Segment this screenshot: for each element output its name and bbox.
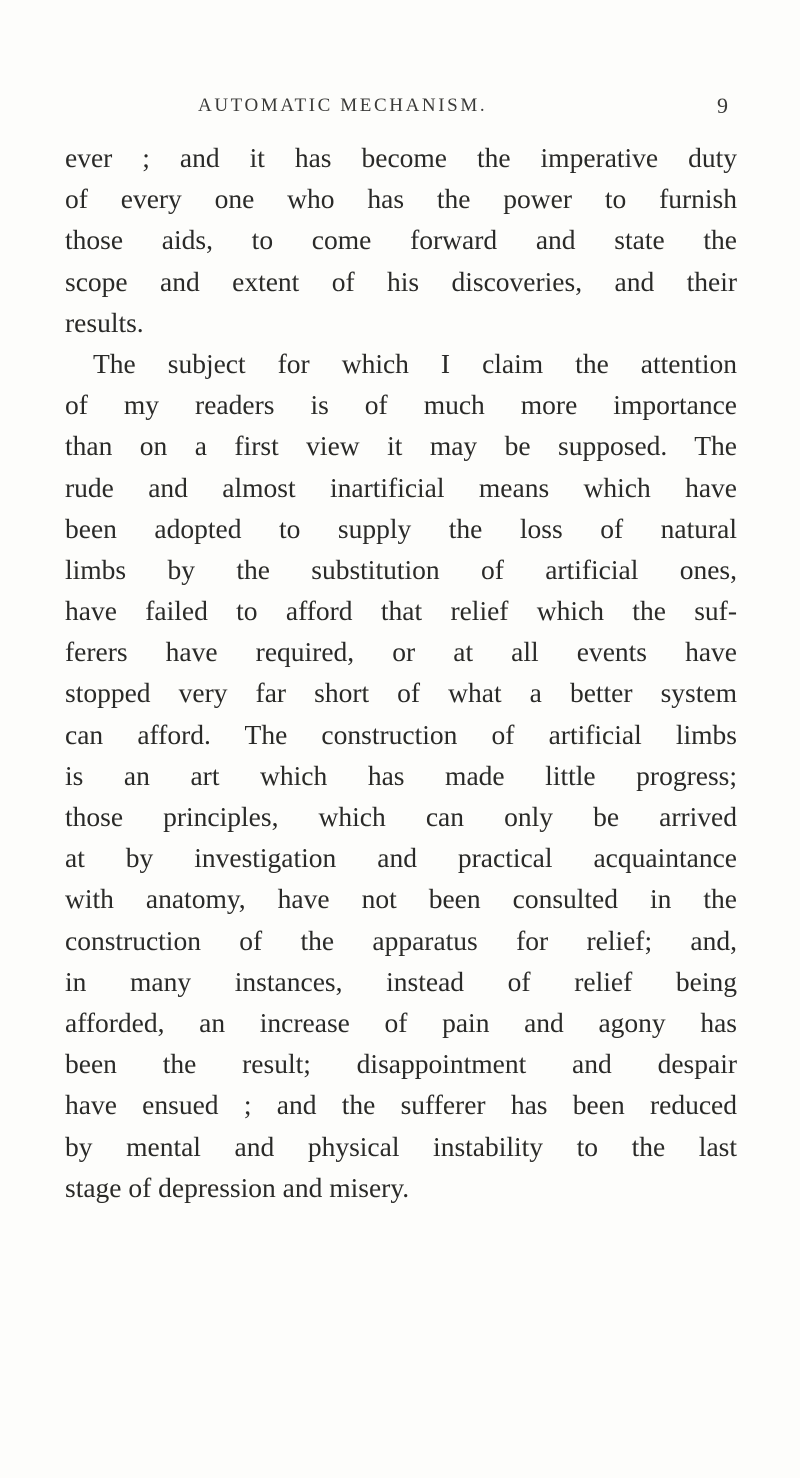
text-line: in many instances, instead of relief being (65, 965, 737, 997)
text-line: The subject for which I claim the attention (93, 347, 737, 379)
text-line: limbs by the substitution of artificial ones, (65, 553, 737, 585)
text-line: scope and extent of his discoveries, and their (65, 265, 737, 297)
text-line: been the result; disappointment and despair (65, 1048, 737, 1080)
body-text (65, 137, 737, 1208)
text-line: ferers have required, or at all events have (65, 636, 737, 668)
text-line: stopped very far short of what a better system (65, 677, 737, 709)
text-line: is an art which has made little progress; (65, 759, 737, 791)
text-line: have ensued ; and the sufferer has been reduced (65, 1089, 737, 1121)
text-line: been adopted to supply the loss of natural (65, 512, 737, 544)
text-line: with anatomy, have not been consulted in the (65, 883, 737, 915)
text-line: afforded, an increase of pain and agony has (65, 1006, 737, 1038)
page-number: 9 (717, 93, 728, 118)
text-line: at by investigation and practical acquaintance (65, 842, 737, 874)
running-head (198, 95, 728, 121)
text-line: those principles, which can only be arrived (65, 801, 737, 832)
text-line: than on a first view it may be supposed. The (65, 430, 737, 462)
text-line: those aids, to come forward and state the (65, 224, 737, 256)
text-line: have failed to afford that relief which the suf- (65, 595, 737, 627)
text-line: ever ; and it has become the imperative duty (65, 142, 737, 173)
text-line: construction of the apparatus for relief; and, (65, 924, 737, 956)
text-line: results. (65, 306, 144, 338)
text-line: rude and almost inartificial means which have (65, 471, 737, 503)
text-line: by mental and physical instability to the last (65, 1130, 737, 1162)
running-title: AUTOMATIC MECHANISM. (198, 95, 488, 116)
text-line: stage of depression and misery. (65, 1171, 410, 1203)
text-line: of every one who has the power to furnish (65, 183, 737, 215)
text-line: of my readers is of much more importance (65, 389, 737, 421)
text-line: can afford. The construction of artificial limbs (65, 718, 737, 750)
